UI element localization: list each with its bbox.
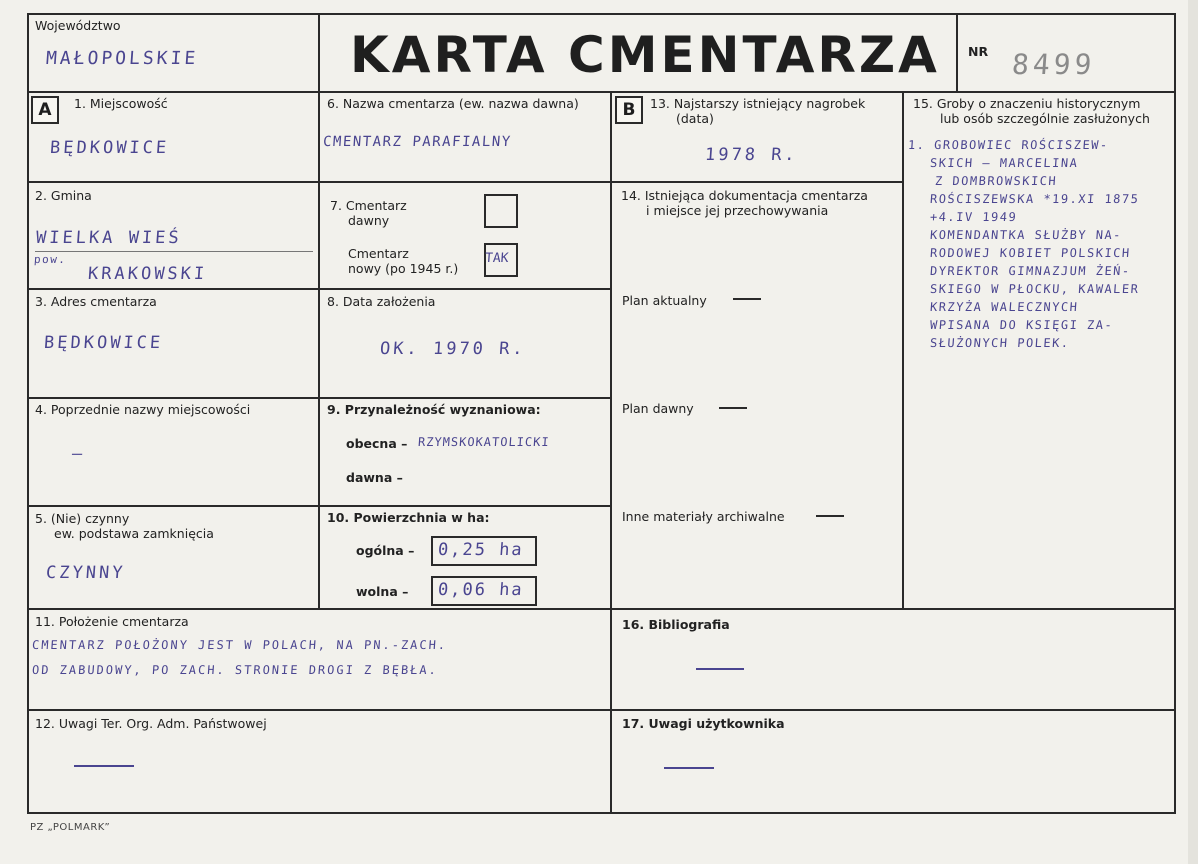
field-7-new-label: Cmentarz	[348, 246, 409, 261]
field-10-free-label: wolna –	[356, 584, 409, 599]
field-1-label: 1. Miejscowość	[74, 96, 168, 111]
historic-graves-line: +4.IV 1949	[929, 210, 1018, 224]
field-6-label: 6. Nazwa cmentarza (ew. nazwa dawna)	[327, 96, 579, 111]
other-materials-dash	[816, 515, 844, 517]
field-9-current-label: obecna –	[346, 436, 408, 451]
field-6-value: CMENTARZ PARAFIALNY	[322, 134, 513, 150]
nr-label: NR	[968, 44, 989, 59]
field-8-label: 8. Data założenia	[327, 294, 436, 309]
field-14-label: 14. Istniejąca dokumentacja cmentarza	[621, 188, 868, 203]
field-11-line-2: OD ZABUDOWY, PO ZACH. STRONIE DROGI Z BĘBŁA.	[31, 663, 439, 677]
field-11-label: 11. Położenie cmentarza	[35, 614, 189, 629]
row-divider	[27, 181, 319, 183]
field-5-value: CZYNNY	[45, 563, 127, 583]
field-11-line-1: CMENTARZ POŁOŻONY JEST W POLACH, NA PN.-ZACH.	[31, 638, 448, 652]
new-cemetery-mark: TAK	[484, 251, 510, 266]
other-materials-label: Inne materiały archiwalne	[622, 509, 785, 524]
row-divider	[27, 505, 319, 507]
field-2-pow-value: KRAKOWSKI	[87, 264, 208, 284]
field-15-label: 15. Groby o znaczeniu historycznym	[913, 96, 1141, 111]
row-divider	[27, 288, 319, 290]
historic-graves-line: Z DOMBROWSKICH	[934, 174, 1058, 188]
nr-value: 8499	[1010, 48, 1097, 81]
column-divider-2	[610, 91, 612, 813]
field-7-new-sublabel: nowy (po 1945 r.)	[348, 261, 459, 276]
gmina-separator	[35, 251, 313, 252]
historic-graves-line: SŁUŻONYCH POLEK.	[929, 336, 1071, 350]
field-7-old-sublabel: dawny	[348, 213, 390, 228]
historic-graves-line: SKICH – MARCELINA	[929, 156, 1079, 170]
field-5-label: 5. (Nie) czynny	[35, 511, 130, 526]
field-2-value: WIELKA WIEŚ	[35, 228, 183, 248]
field-14-sublabel: i miejsce jej przechowywania	[646, 203, 829, 218]
voivodeship-label: Województwo	[35, 18, 121, 33]
historic-graves-line: ROŚCISZEWSKA *19.XI 1875	[929, 192, 1140, 206]
field-16-label: 16. Bibliografia	[622, 617, 730, 632]
field-12-label: 12. Uwagi Ter. Org. Adm. Państwowej	[35, 716, 267, 731]
column-divider-1	[318, 13, 320, 609]
field-9-label: 9. Przynależność wyznaniowa:	[327, 402, 541, 417]
row-divider	[318, 505, 611, 507]
section-a-badge: A	[31, 96, 59, 124]
field-15-sublabel: lub osób szczególnie zasłużonych	[940, 111, 1150, 126]
nr-divider	[956, 13, 958, 92]
field-13-value: 1978 R.	[704, 145, 799, 165]
historic-graves-line: DYREKTOR GIMNAZJUM ŻEŃ-	[929, 264, 1132, 278]
field-9-current-value: RZYMSKOKATOLICKI	[417, 435, 551, 449]
printer-imprint: PZ „POLMARK”	[30, 822, 111, 833]
field-4-value: —	[71, 444, 83, 464]
field-16-empty-dash	[696, 668, 744, 670]
row-divider	[318, 181, 611, 183]
plan-former-label: Plan dawny	[622, 401, 694, 416]
section-b-badge: B	[615, 96, 643, 124]
field-10-free-value: 0,06 ha	[437, 580, 525, 600]
column-divider-3	[902, 91, 904, 609]
historic-graves-line: RODOWEJ KOBIET POLSKICH	[929, 246, 1132, 260]
old-cemetery-checkbox	[484, 194, 518, 228]
card-title: KARTA CMENTARZA	[350, 26, 940, 84]
field-5-sublabel: ew. podstawa zamknięcia	[54, 526, 214, 541]
field-9-former-label: dawna –	[346, 470, 403, 485]
field-8-value: OK. 1970 R.	[379, 339, 527, 359]
field-10-total-value: 0,25 ha	[437, 540, 525, 560]
field-13-sublabel: (data)	[676, 111, 714, 126]
historic-graves-line: 1. GROBOWIEC ROŚCISZEW-	[907, 138, 1110, 152]
historic-graves-line: WPISANA DO KSIĘGI ZA-	[929, 318, 1114, 332]
voivodeship-value: MAŁOPOLSKIE	[45, 48, 199, 69]
field-10-label: 10. Powierzchnia w ha:	[327, 510, 490, 525]
plan-current-dash	[733, 298, 761, 300]
row-divider	[318, 397, 611, 399]
historic-graves-line: KOMENDANTKA SŁUŻBY NA-	[929, 228, 1123, 242]
historic-graves-line: SKIEGO W PŁOCKU, KAWALER	[929, 282, 1140, 296]
historic-graves-line: KRZYŻA WALECZNYCH	[929, 300, 1079, 314]
field-4-label: 4. Poprzednie nazwy miejscowości	[35, 402, 251, 417]
field-3-label: 3. Adres cmentarza	[35, 294, 157, 309]
plan-current-label: Plan aktualny	[622, 293, 707, 308]
field-17-empty-dash	[664, 767, 714, 769]
field-2-label: 2. Gmina	[35, 188, 92, 203]
field-2-pow-prefix: pow.	[33, 253, 67, 266]
field-7-label: 7. Cmentarz	[330, 198, 407, 213]
bottom-row-divider	[27, 709, 1176, 711]
field-3-value: BĘDKOWICE	[43, 333, 164, 353]
field-1-value: BĘDKOWICE	[49, 138, 170, 158]
row-divider	[27, 397, 319, 399]
card-edge	[1188, 0, 1198, 864]
field-13-label: 13. Najstarszy istniejący nagrobek	[650, 96, 866, 111]
row-divider	[318, 288, 611, 290]
row-divider	[610, 181, 903, 183]
field-10-total-label: ogólna –	[356, 543, 415, 558]
plan-former-dash	[719, 407, 747, 409]
field-12-empty-dash	[74, 765, 134, 767]
bottom-section-divider	[27, 608, 1176, 610]
field-17-label: 17. Uwagi użytkownika	[622, 716, 785, 731]
header-divider	[27, 91, 1176, 93]
